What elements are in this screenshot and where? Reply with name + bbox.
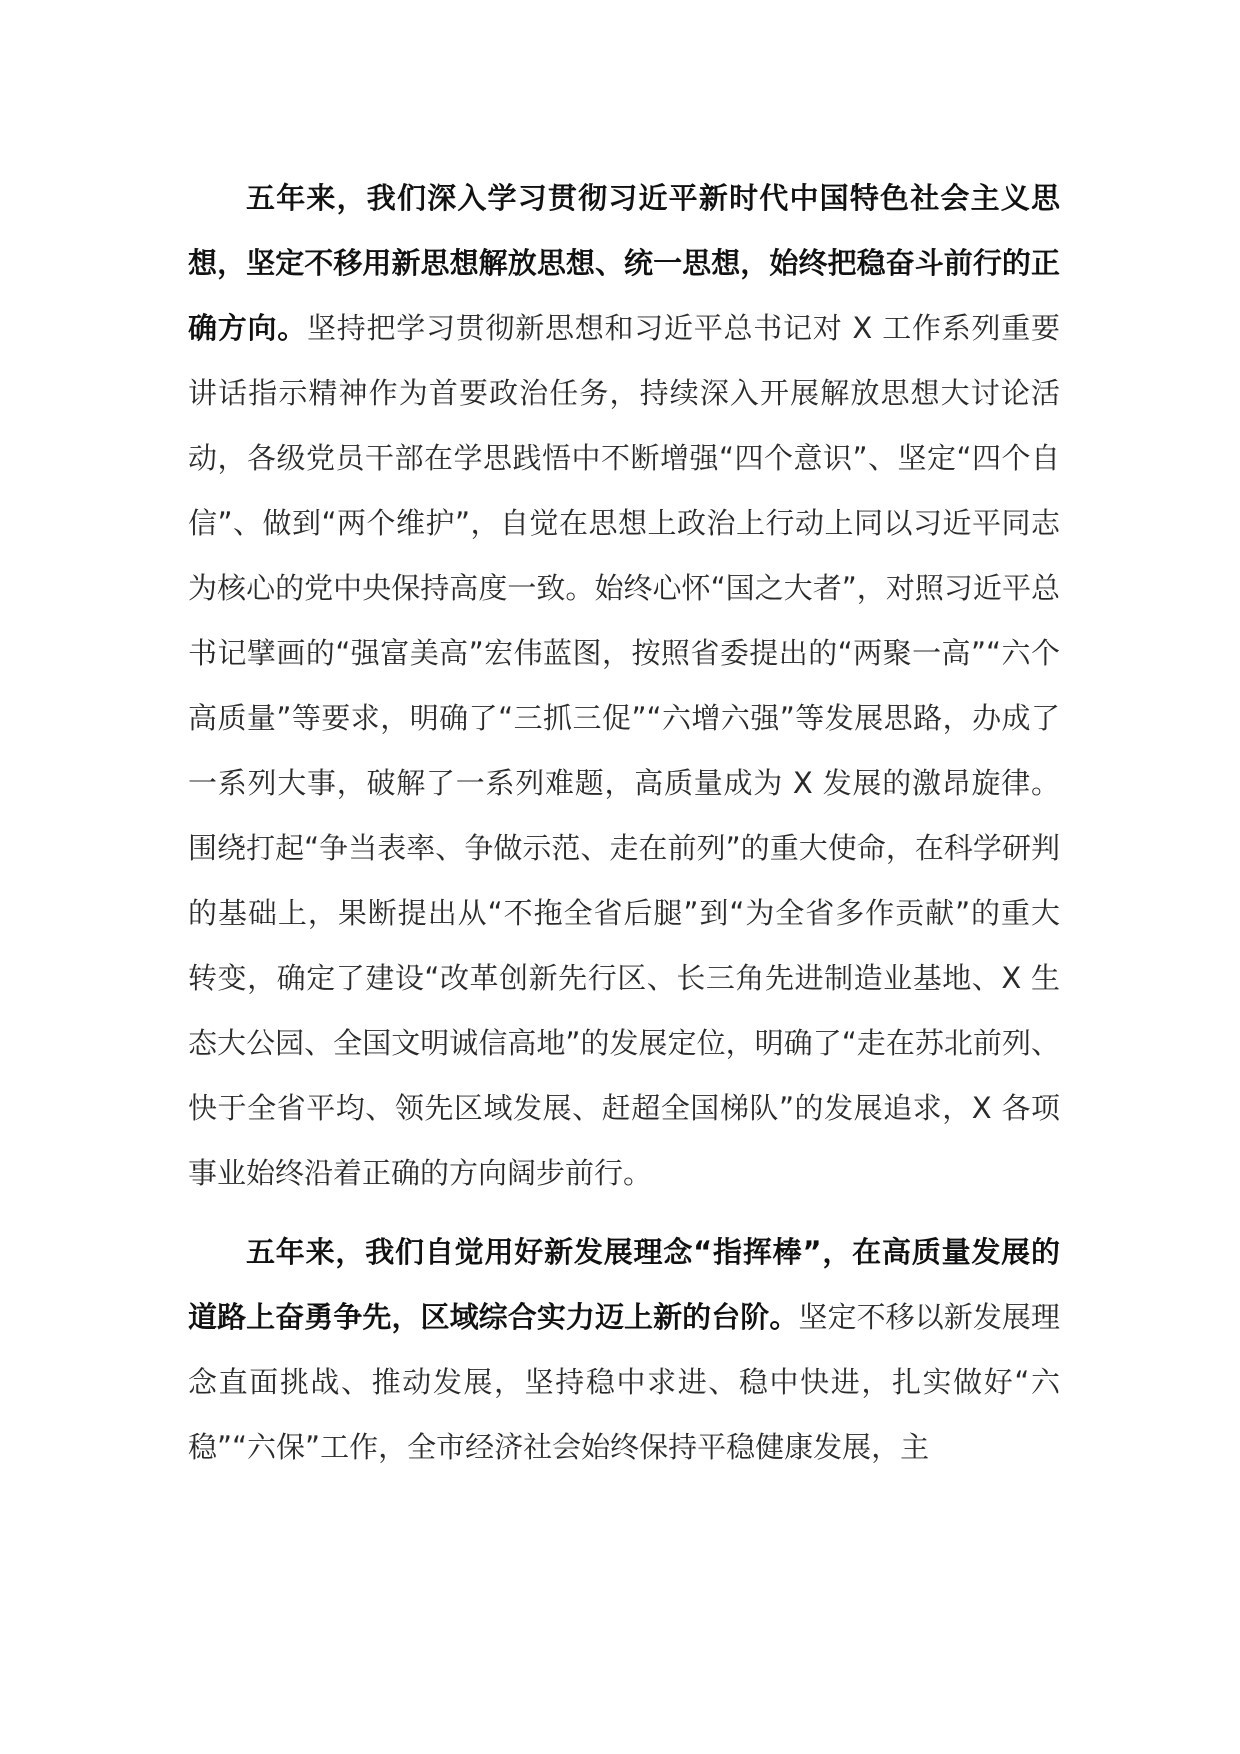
paragraph-2 — [188, 1220, 1060, 1480]
document-body — [188, 166, 1060, 1480]
paragraph-1 — [188, 166, 1060, 1206]
paragraph-1-body: 坚持把学习贯彻新思想和习近平总书记对 X 工作系列重要讲话指示精神作为首要政治任务，持续深入开展解放思想大讨论活动，各级党员干部在学思践悟中不断增强“四个意识”、坚定“四个自信”、做到“两个维护”，自觉在思想上政治上行动上同以习近平同志为核心的党中央保持高度一致。始终心怀“国之大者”，对照习近平总书记擘画的“强富美高”宏伟蓝图，按照省委提出的“两聚一高”“六个高质量”等要求，明确了“三抓三促”“六增六强”等发展思路，办成了一系列大事，破解了一系列难题，高质量成为 X 发展的激昂旋律。围绕打起“争当表率、争做示范、走在前列”的重大使命，在科学研判的基础上，果断提出从“不拖全省后腿”到“为全省多作贡献”的重大转变，确定了建设“改革创新先行区、长三角先进制造业基地、X 生态大公园、全国文明诚信高地”的发展定位，明确了“走在苏北前列、快于全省平均、领先区域发展、赶超全国梯队”的发展追求，X 各项事业始终沿着正确的方向阔步前行。 — [188, 311, 1060, 1190]
paragraph-2-body: 坚定不移以新发展理念直面挑战、推动发展，坚持稳中求进、稳中快进，扎实做好“六稳”“六保”工作，全市经济社会始终保持平稳健康发展，主 — [188, 1300, 1060, 1464]
paragraph-2-lead: 五年来，我们自觉用好新发展理念“指挥棒”，在高质量发展的道路上奋勇争先，区域综合实力迈上新的台阶。 — [188, 1235, 1060, 1334]
paragraph-1-lead: 五年来，我们深入学习贯彻习近平新时代中国特色社会主义思想，坚定不移用新思想解放思想、统一思想，始终把稳奋斗前行的正确方向。 — [188, 181, 1060, 345]
